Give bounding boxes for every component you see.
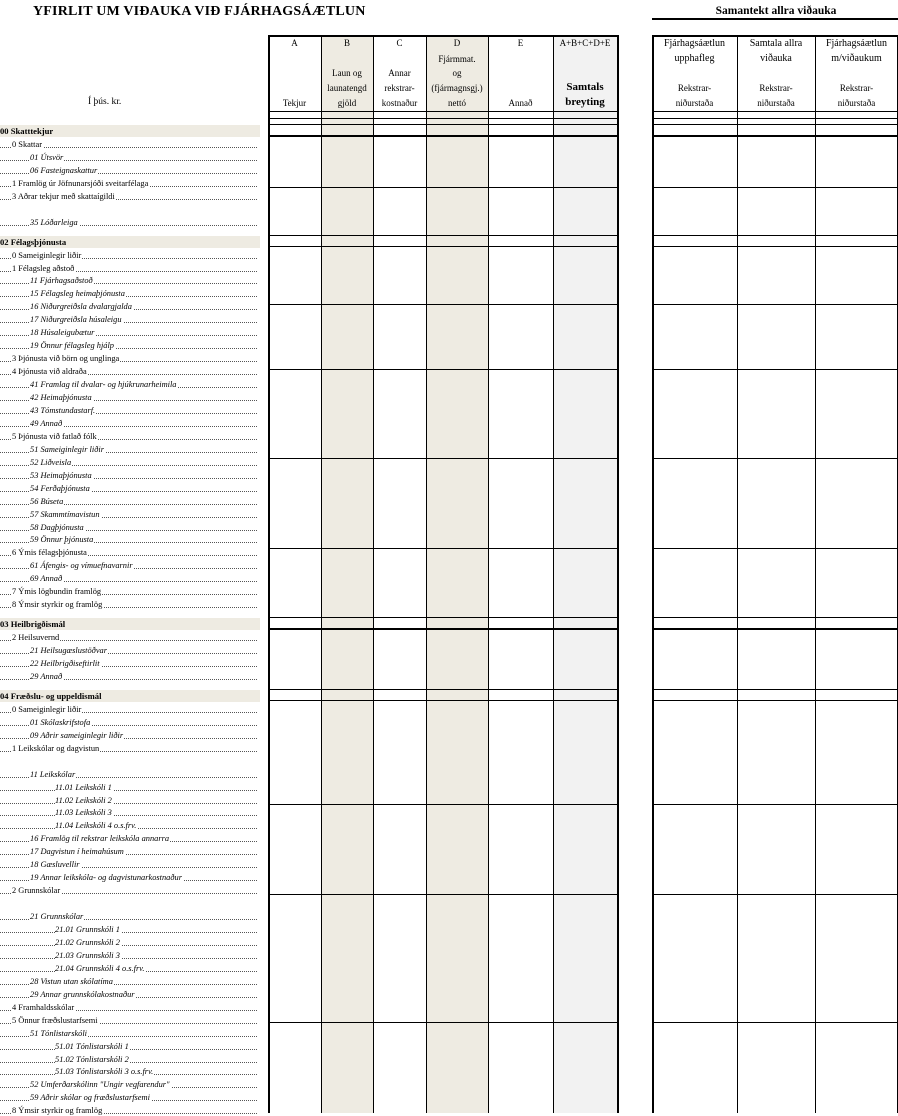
column-d-shade [426, 35, 488, 1113]
row-label: 3 Aðrar tekjur með skattaígildi [0, 191, 257, 202]
row-label: 21.01 Grunnskóli 1 [0, 924, 257, 935]
grid-vline [268, 35, 270, 1113]
grid-vline [488, 35, 489, 1113]
row-label: 1 Leikskólar og dagvistun [0, 743, 257, 754]
grid-hline [652, 135, 898, 137]
row-label: 17 Niðurgreiðsla húsaleigu [0, 314, 257, 325]
column-total-shade [553, 35, 617, 1113]
section-header: 00 Skatttekjur [0, 125, 260, 137]
col-header-budget-with-amendments: Fjárhagsáætlun m/viðaukum Rekstrar- niðurstaða [825, 38, 888, 108]
row-label: 2 Heilsuvernd [0, 632, 257, 643]
row-label: 11.02 Leikskóli 2 [0, 795, 257, 806]
row-label: 29 Annað [0, 671, 257, 682]
row-label: 22 Heilbrigðiseftirlit [0, 658, 257, 669]
row-label: 0 Skattar [0, 139, 257, 150]
grid-hline [652, 628, 898, 630]
row-label: 52 Liðveisla [0, 457, 257, 468]
row-label: 43 Tómstundastarf. [0, 405, 257, 416]
grid-hline [652, 1022, 898, 1023]
row-label: 4 Framhaldsskólar [0, 1002, 257, 1013]
grid-vline [815, 35, 816, 1113]
row-label: 5 Önnur fræðslustarfsemi [0, 1015, 257, 1026]
grid-hline [652, 458, 898, 459]
col-header-e: E Annað [508, 38, 533, 108]
row-label: 15 Félagsleg heimaþjónusta [0, 288, 257, 299]
row-label: 21 Heilsugæslustöðvar [0, 645, 257, 656]
grid-vline [426, 35, 427, 1113]
row-label: 51.02 Tónlistarskóli 2 [0, 1054, 257, 1065]
grid-hline [652, 111, 898, 112]
row-label: 5 Þjónusta við fatlað fólk [0, 431, 257, 442]
row-label: 06 Fasteignaskattur [0, 165, 257, 176]
summary-title-underline [652, 18, 898, 20]
col-header-a: A Tekjur [282, 38, 307, 108]
grid-hline [268, 689, 618, 690]
grid-hline [652, 35, 898, 37]
grid-hline [652, 235, 898, 236]
row-label: 7 Ýmis lögbundin framlög [0, 586, 257, 597]
row-label: 18 Gæsluvellir [0, 859, 257, 870]
col-header-c: C Annar rekstrar- kostnaður [381, 38, 418, 108]
row-label: 21.04 Grunnskóli 4 o.s.frv. [0, 963, 257, 974]
row-label: 21.02 Grunnskóli 2 [0, 937, 257, 948]
row-label: 19 Annar leikskóla- og dagvistunarkostnaður [0, 872, 257, 883]
row-label: 6 Ýmis félagsþjónusta [0, 547, 257, 558]
row-label: 28 Vistun utan skólatíma [0, 976, 257, 987]
col-header-b: B Laun og launatengd gjöld [327, 38, 367, 108]
grid-hline [268, 304, 618, 305]
grid-hline [268, 235, 618, 236]
row-label: 17 Dagvistun í heimahúsum [0, 846, 257, 857]
grid-vline [617, 35, 619, 1113]
grid-hline [268, 458, 618, 459]
section-header: 04 Fræðslu- og uppeldismál [0, 690, 260, 702]
row-label: 3 Þjónusta við börn og unglinga [0, 353, 257, 364]
units-label: Í þús. kr. [88, 97, 122, 107]
row-label: 29 Annar grunnskólakostnaður [0, 989, 257, 1000]
page-title: YFIRLIT UM VIÐAUKA VIÐ FJÁRHAGSÁÆTLUN [33, 4, 366, 19]
row-label: 19 Önnur félagsleg hjálp [0, 340, 257, 351]
row-label: 11.03 Leikskóli 3 [0, 807, 257, 818]
grid-hline [652, 187, 898, 188]
grid-hline [652, 700, 898, 702]
row-label: 58 Dagþjónusta [0, 522, 257, 533]
grid-hline [268, 894, 618, 895]
row-label: 4 Þjónusta við aldraða [0, 366, 257, 377]
col-header-total: A+B+C+D+E Samtals breyting [559, 38, 611, 108]
row-label: 11 Fjárhagsaðstoð [0, 275, 257, 286]
row-label: 16 Framlög til rekstrar leikskóla annarra [0, 833, 257, 844]
col-header-all-amendments: Samtala allra viðauka Rekstrar- niðurstaða [749, 38, 803, 108]
grid-hline [268, 628, 618, 630]
row-label: 16 Niðurgreiðsla dvalargjalda [0, 301, 257, 312]
row-label [0, 204, 257, 215]
grid-hline [268, 135, 618, 137]
grid-hline [652, 369, 898, 370]
row-label [0, 756, 257, 767]
row-label: 11.04 Leikskóli 4 o.s.frv. [0, 820, 257, 831]
row-label: 49 Annað [0, 418, 257, 429]
row-label: 01 Útsvör [0, 152, 257, 163]
row-label: 35 Lóðarleiga [0, 217, 257, 228]
row-label: 56 Búseta [0, 496, 257, 507]
grid-hline [652, 304, 898, 305]
col-header-d: D Fjármmat. og (fjármagnsgj.) nettó [431, 38, 483, 108]
row-label [0, 898, 257, 909]
row-label: 11.01 Leikskóli 1 [0, 782, 257, 793]
grid-hline [652, 118, 898, 119]
row-label: 51.01 Tónlistarskóli 1 [0, 1041, 257, 1052]
section-header: 03 Heilbrigðismál [0, 618, 260, 630]
grid-hline [268, 369, 618, 370]
grid-hline [652, 124, 898, 125]
grid-hline [652, 548, 898, 549]
row-label: 57 Skammtímavistun [0, 509, 257, 520]
row-label: 52 Umferðarskólinn "Ungir vegfarendur" [0, 1079, 257, 1090]
row-label: 0 Sameiginlegir liðir [0, 704, 257, 715]
grid-hline [268, 124, 618, 125]
grid-hline [268, 111, 618, 112]
grid-hline [268, 548, 618, 549]
row-label: 1 Framlög úr Jöfnunarsjóði sveitarfélaga [0, 178, 257, 189]
row-label: 61 Áfengis- og vímuefnavarnir [0, 560, 257, 571]
row-label: 59 Önnur þjónusta [0, 534, 257, 545]
row-label: 09 Aðrir sameiginlegir liðir [0, 730, 257, 741]
row-label: 54 Ferðaþjónusta [0, 483, 257, 494]
section-header: 02 Félagsþjónusta [0, 236, 260, 248]
row-label: 69 Annað [0, 573, 257, 584]
grid-hline [652, 804, 898, 805]
grid-hline [268, 35, 618, 37]
summary-title: Samantekt allra viðauka [715, 5, 837, 17]
row-label: 1 Félagsleg aðstoð [0, 263, 257, 274]
row-label: 41 Framlag til dvalar- og hjúkrunarheimila [0, 379, 257, 390]
grid-vline [321, 35, 322, 1113]
grid-hline [268, 118, 618, 119]
grid-hline [652, 689, 898, 690]
row-label: 51.03 Tónlistarskóli 3 o.s.frv. [0, 1066, 257, 1077]
row-label: 51 Tónlistarskóli [0, 1028, 257, 1039]
row-label: 11 Leikskólar [0, 769, 257, 780]
grid-hline [268, 617, 618, 618]
row-label: 59 Aðrir skólar og fræðslustarfsemi [0, 1092, 257, 1103]
grid-hline [652, 617, 898, 618]
row-label: 18 Húsaleigubætur [0, 327, 257, 338]
row-label: 0 Sameiginlegir liðir [0, 250, 257, 261]
grid-hline [268, 1022, 618, 1023]
row-label: 8 Ýmsir styrkir og framlög [0, 1105, 257, 1116]
col-header-original-budget: Fjárhagsáætlun upphafleg Rekstrar- niðurstaða [663, 38, 726, 108]
grid-vline [373, 35, 374, 1113]
row-label: 42 Heimaþjónusta [0, 392, 257, 403]
row-label: 8 Ýmsir styrkir og framlög [0, 599, 257, 610]
grid-hline [268, 700, 618, 702]
row-label: 2 Grunnskólar [0, 885, 257, 896]
row-label: 01 Skólaskrifstofa [0, 717, 257, 728]
grid-hline [652, 894, 898, 895]
column-b-shade [321, 35, 373, 1113]
row-label: 53 Heimaþjónusta [0, 470, 257, 481]
row-label: 21 Grunnskólar [0, 911, 257, 922]
grid-hline [652, 246, 898, 248]
grid-vline [553, 35, 554, 1113]
row-label: 21.03 Grunnskóli 3 [0, 950, 257, 961]
grid-hline [268, 187, 618, 188]
grid-vline [652, 35, 654, 1113]
grid-vline [737, 35, 738, 1113]
grid-hline [268, 246, 618, 248]
row-label: 51 Sameiginlegir liðir [0, 444, 257, 455]
grid-hline [268, 804, 618, 805]
